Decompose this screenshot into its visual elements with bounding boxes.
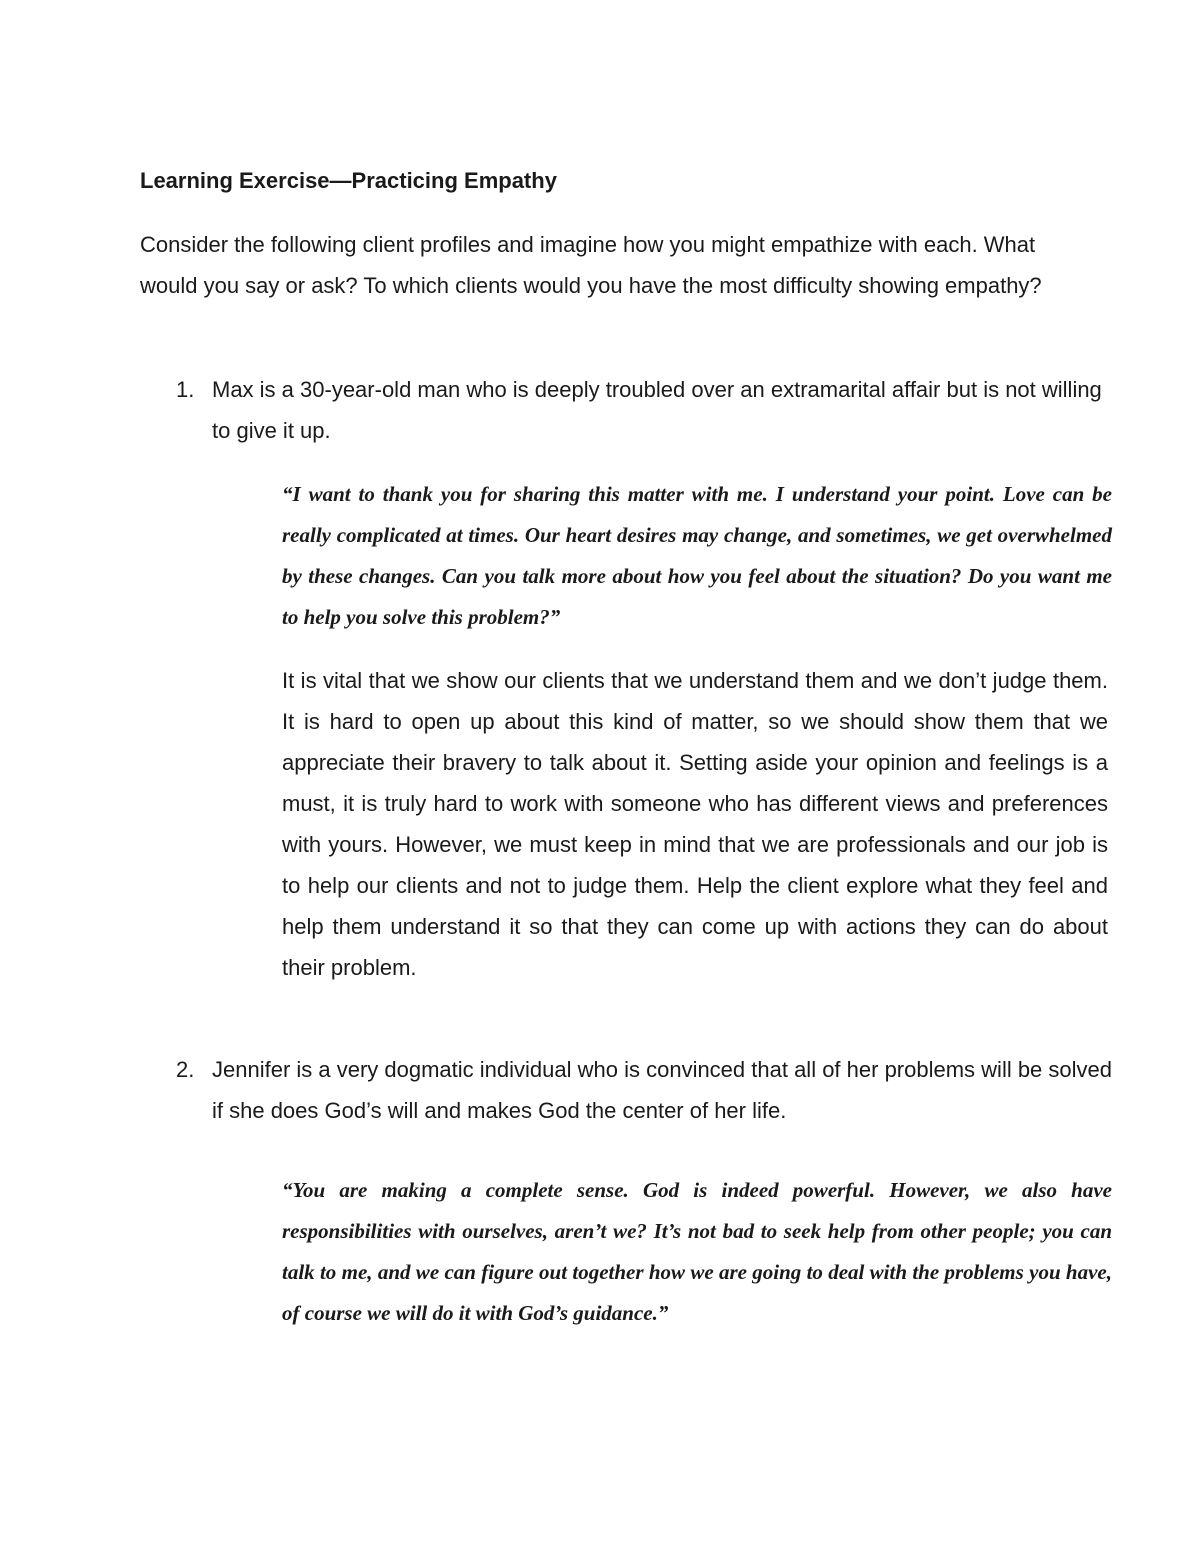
list-item-number: 2.	[176, 1057, 195, 1082]
empathy-response-quote: “I want to thank you for sharing this matter with me. I understand your point. Love can be really complicated at times. Our heart desires may change, and sometimes, we get overwhelmed by these changes. Can you talk more about how you feel about the situation? Do you want me to help you solve this problem?”	[282, 482, 1112, 629]
client-profile: Max is a 30-year-old man who is deeply troubled over an extramarital affair but is not willing to give it up.	[212, 377, 1102, 443]
intro-paragraph: Consider the following client profiles and imagine how you might empathize with each. What would you say or ask? To which clients would you have the most difficulty showing empathy?	[140, 232, 1042, 298]
client-profile: Jennifer is a very dogmatic individual who is convinced that all of her problems will be solved if she does God’s will and makes God the center of her life.	[212, 1057, 1113, 1123]
list-item	[140, 369, 1115, 451]
list-item-number: 1.	[176, 377, 195, 402]
list-item	[140, 1049, 1115, 1131]
empathy-response-quote: “You are making a complete sense. God is indeed powerful. However, we also have responsibilities with ourselves, aren’t we? It’s not bad to seek help from other people; you can talk to me, and we can figure out together how we are going to deal with the problems you have, of course we will do it with God’s guidance.”	[282, 1178, 1112, 1325]
page-title: Learning Exercise—Practicing Empathy	[140, 168, 557, 193]
explanation-paragraph: It is vital that we show our clients that we understand them and we don’t judge them. It is hard to open up about this kind of matter, so we should show them that we appreciate their bravery to talk about it. Setting aside your opinion and feelings is a must, it is truly hard to work with someone who has different views and preferences with yours. However, we must keep in mind that we are professionals and our job is to help our clients and not to judge them. Help the client explore what they feel and help them understand it so that they can come up with actions they can do about their problem.	[282, 668, 1108, 980]
